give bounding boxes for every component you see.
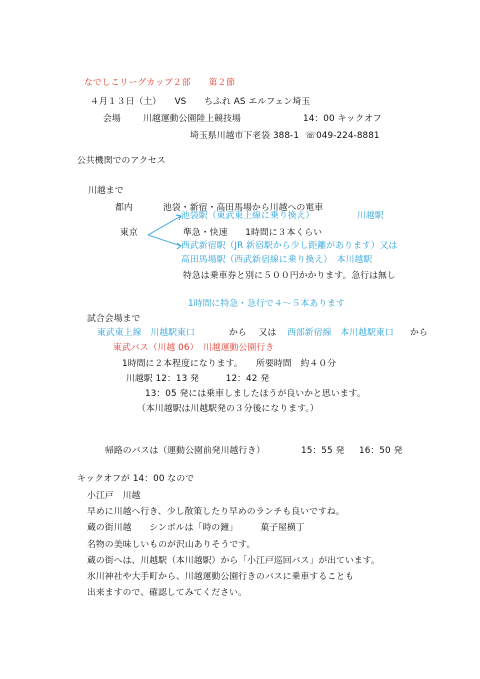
venue-phone: ☏049-224-8881 bbox=[305, 131, 380, 141]
sightseeing-line-2: 蔵の街川越 シンボルは「時の鐘」 菓子屋横丁 bbox=[87, 523, 305, 533]
stations-tobu-tojo: 東武東上線 川越駅東口 bbox=[97, 328, 195, 338]
match-info: ４月１３日（土） VS ちふれ AS エルフェン埼玉 bbox=[90, 97, 311, 107]
sightseeing-area: 小江戸 川越 bbox=[87, 491, 141, 501]
stations-connector: から 又は bbox=[229, 328, 277, 338]
tokyo-label: 東京 bbox=[120, 228, 138, 238]
sightseeing-line-3: 名物の美味しいものが沢山ありそうです。 bbox=[87, 540, 256, 550]
return-bus-label: 帰路のバスは（運動公園前発川越行き） bbox=[105, 446, 266, 456]
bus-frequency: 1時間に２本程度になります。 所要時間 約４０分 bbox=[122, 359, 337, 369]
bus-route: 東武バス（川越 06） 川越運動公園行き bbox=[113, 343, 275, 353]
toshin-text: 池袋・新宿・高田馬場から川越への電車 bbox=[163, 203, 324, 213]
to-kawagoe-heading: 川越まで bbox=[88, 186, 124, 196]
toshin-label: 都内 bbox=[115, 203, 133, 213]
sightseeing-line-5: 氷川神社や大手町から、川越運動公園行きのバスに乗車することも bbox=[87, 572, 354, 582]
route-ikebukuro: 池袋駅（東武東上線に乗り換え） bbox=[181, 211, 315, 221]
access-heading: 公共機関でのアクセス bbox=[77, 156, 166, 166]
stations-seibu: 西部新宿線 本川越駅東口 bbox=[287, 328, 394, 338]
to-stadium-heading: 試合会場まで bbox=[87, 314, 141, 324]
express-frequency: 1時間に特急・急行で４～５本あります bbox=[188, 299, 345, 309]
route-takadanobaba: 高田馬場駅（西武新宿線に乗り換え） 本川越駅 bbox=[181, 255, 373, 265]
sightseeing-line-1: 早めに川越へ行き、少し散策したり早めのランチも良いですね。 bbox=[87, 507, 345, 517]
sightseeing-line-4: 蔵の街へは、川越駅（本川越駅）から「小江戸巡回バス」が出ています。 bbox=[87, 556, 380, 566]
event-title: なでしこリーグカップ２部 第２節 bbox=[84, 78, 236, 88]
venue-label: 会場 bbox=[103, 114, 121, 124]
bus-note: （本川越駅は川越駅発の３分後になります。） bbox=[137, 404, 319, 414]
venue-name: 川越運動公園陸上競技場 bbox=[143, 114, 241, 124]
bus-departures: 川越駅 12：13 発 12：42 発 bbox=[126, 374, 270, 384]
return-bus-time-1: 15：55 発 bbox=[301, 446, 345, 456]
sightseeing-heading: キックオフが 14：00 なので bbox=[77, 474, 195, 484]
sightseeing-line-6: 出来ますので、確認してみてください。 bbox=[87, 588, 247, 598]
return-bus-time-2: 16：50 発 bbox=[359, 446, 403, 456]
route-express-fee: 特急は乗車券と別に５００円かかります。急行は無し bbox=[183, 271, 396, 281]
stations-suffix: から bbox=[410, 328, 428, 338]
route-kawagoe-station: 川越駅 bbox=[357, 211, 384, 221]
kickoff-time: 14：00 キックオフ bbox=[303, 114, 382, 124]
route-seibu-shinjuku: 西武新宿駅（JR 新宿駅から少し距離があります）又は bbox=[181, 241, 398, 251]
route-ikebukuro-detail: 準急・快速 1時間に３本くらい bbox=[183, 228, 323, 238]
venue-address: 埼玉県川越市下老袋 388-1 bbox=[190, 131, 300, 141]
bus-recommendation: 13：05 発には乗車しましたほうが良いかと思います。 bbox=[145, 389, 366, 399]
